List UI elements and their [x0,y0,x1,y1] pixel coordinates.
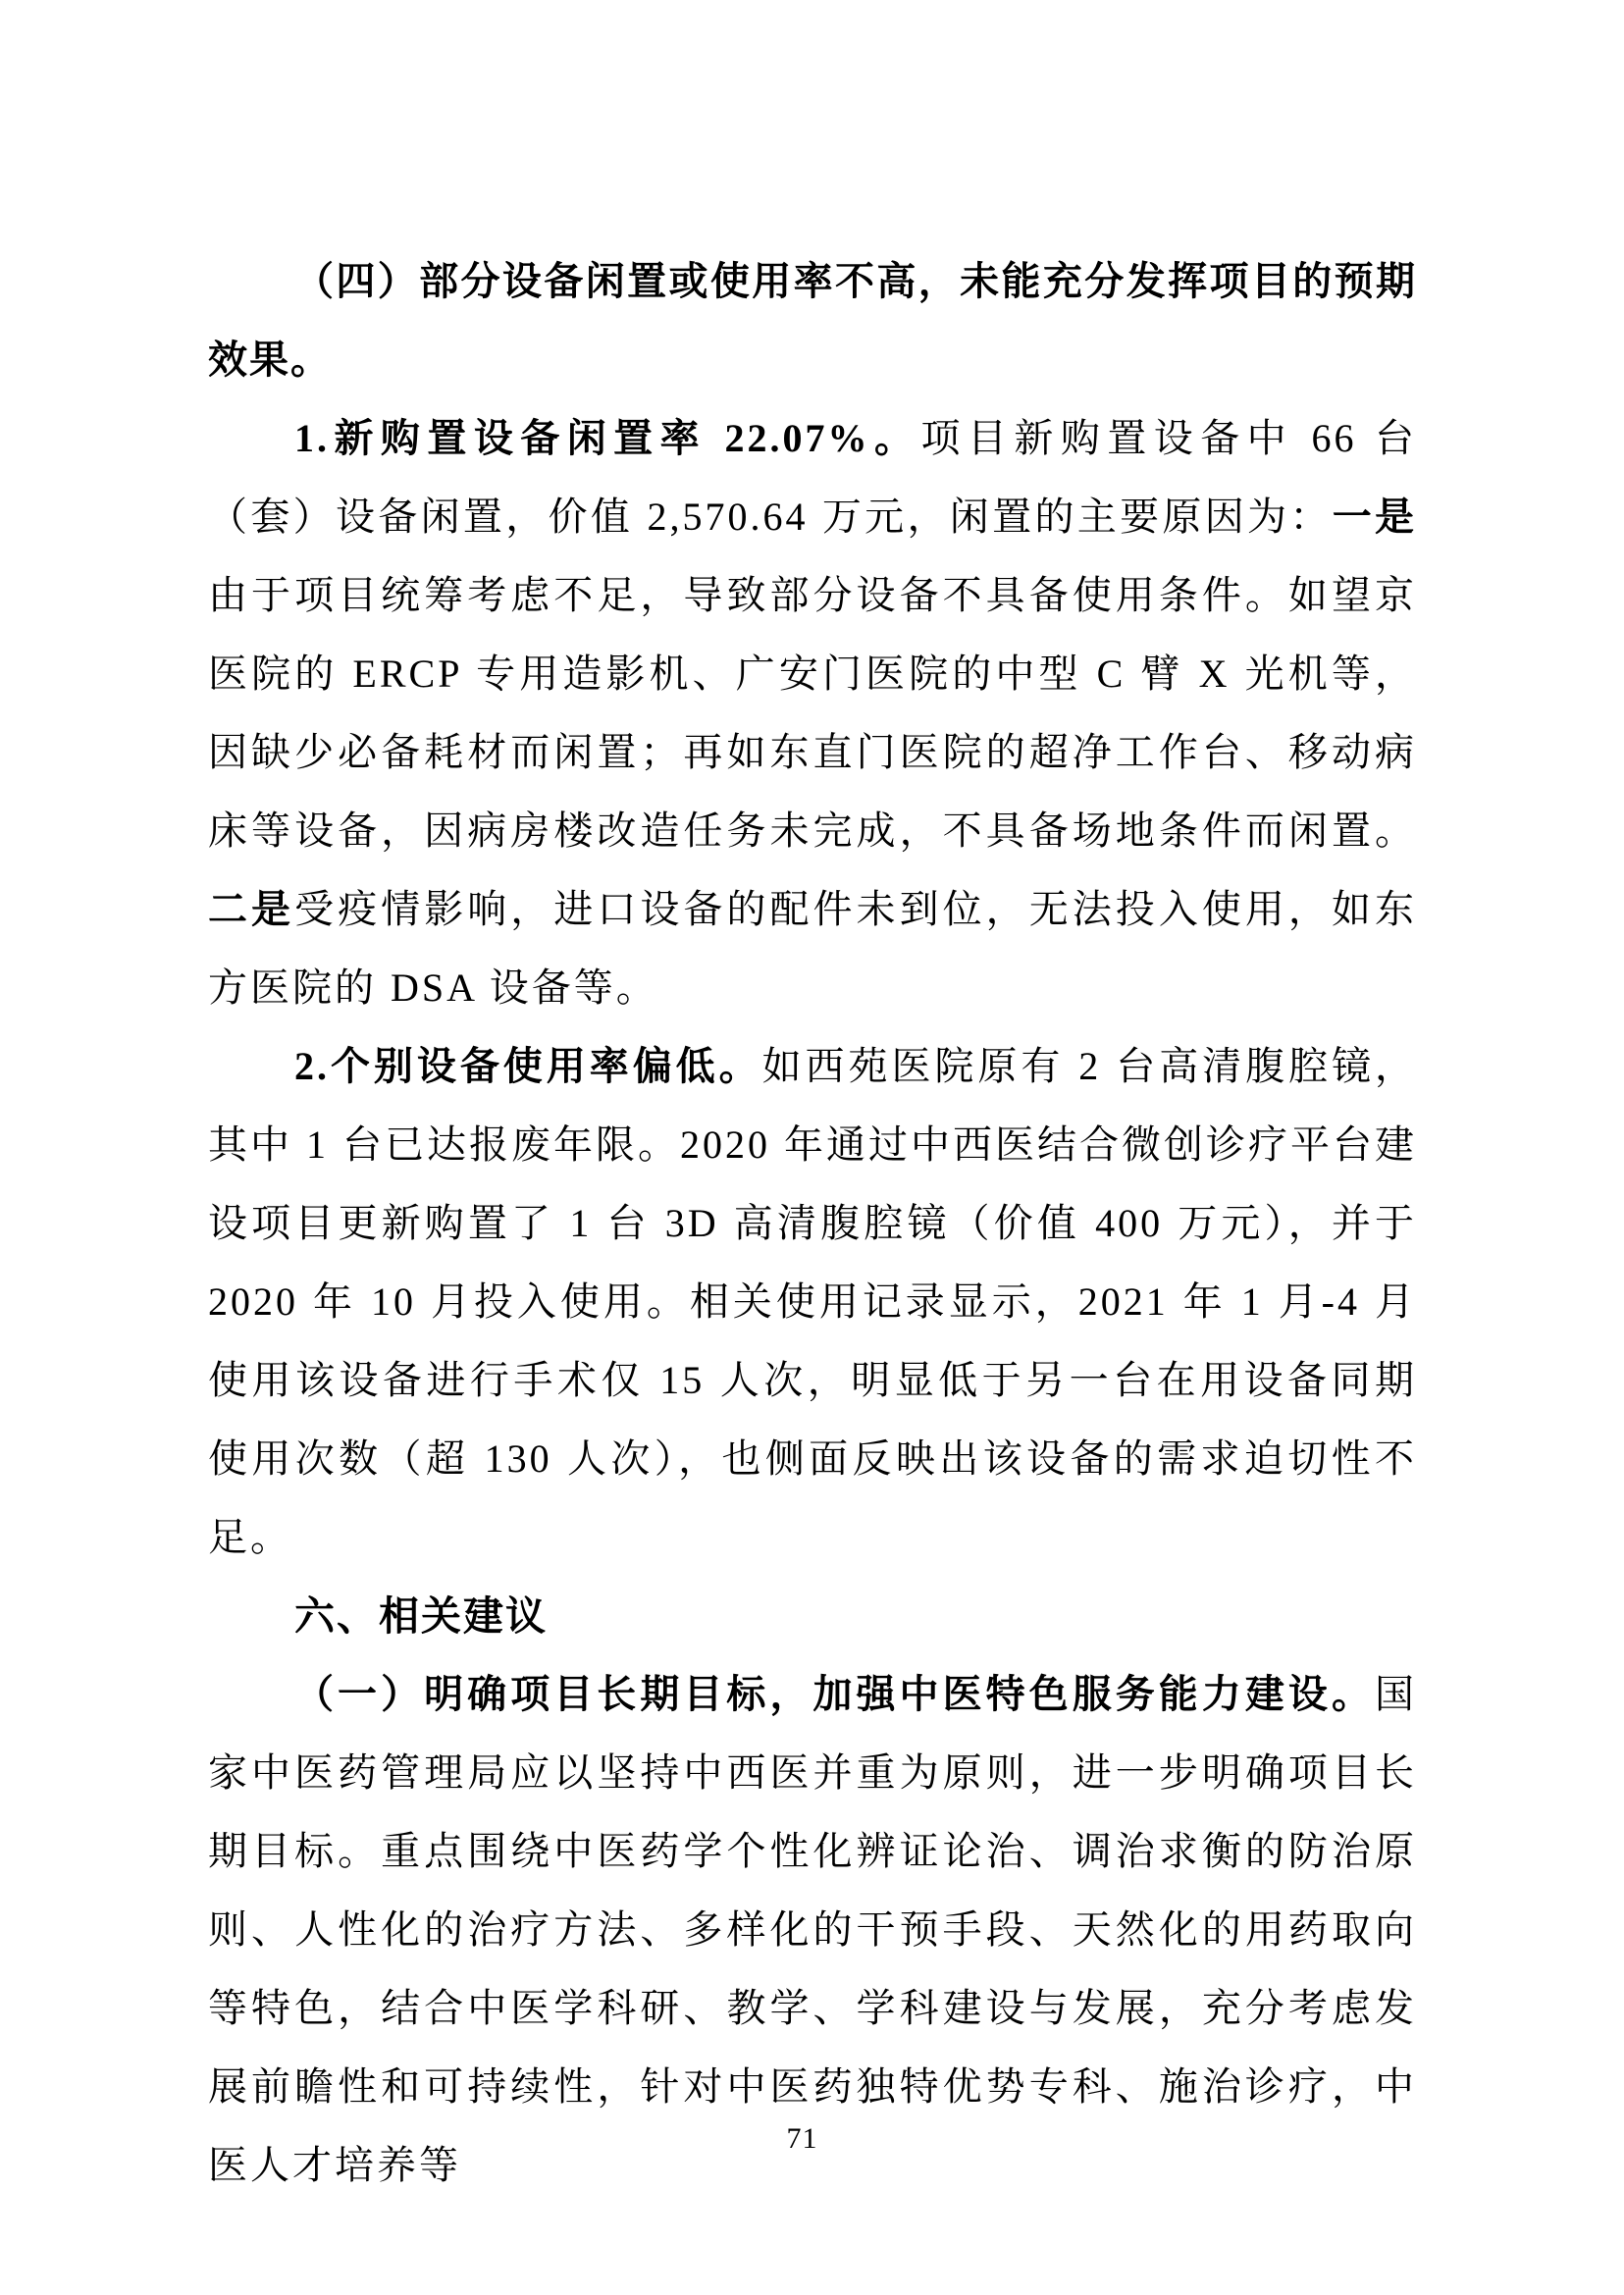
heading-section-6 [208,1577,1417,1655]
text-run: （一）明确项目长期目标，加强中医特色服务能力建设。 [294,1672,1375,1716]
text-run: 六、相关建议 [294,1593,548,1639]
text-run: 二是 [208,887,295,931]
text-run: 一是 [1332,495,1418,539]
page-number: 71 [786,2122,818,2155]
para-individual-equipment-low-usage [208,1027,1417,1577]
text-run: 如西苑医院原有 2 台高清腹腔镜，其中 1 台已达报废年限。2020 年通过中西医结合微创诊疗平台建设项目更新购置了 1 台 3D 高清腹腔镜（价值 400 万元），并于 2020 年 10 月投入使用。相关使用记录显示，2021 年 1 月-4 月使用该设备进行手术仅 15 人次，明显低于另一台在用设备同期使用次数（超 130 人次），也侧面反映出该设备的需求迫切性不足。 [208,1044,1418,1559]
text-run: 国家中医药管理局应以坚持中西医并重为原则，进一步明确项目长期目标。重点围绕中医药学个性化辨证论治、调治求衡的防治原则、人性化的治疗方法、多样化的干预手段、天然化的用药取向等特色，结合中医学科研、教学、学科建设与发展，充分考虑发展前瞻性和可持续性，针对中医药独特优势专科、施治诊疗，中医人才培养等 [208,1672,1417,2187]
text-run: 由于项目统筹考虑不足，导致部分设备不具备使用条件。如望京医院的 ERCP 专用造影机、广安门医院的中型 C 臂 X 光机等，因缺少必备耗材而闲置；再如东直门医院的超净工作台、移动病床等设备，因病房楼改造任务未完成，不具备场地条件而闲置。 [208,573,1417,853]
text-run: 1.新购置设备闲置率 22.07%。 [294,416,921,460]
text-run: 项目新购置设备中 66 台（套）设备闲置，价值 2,570.64 万元，闲置的主要原因为： [208,416,1418,539]
text-run: 受疫情影响，进口设备的配件未到位，无法投入使用，如东方医院的 DSA 设备等。 [208,887,1418,1010]
text-run: 2.个别设备使用率偏低。 [294,1044,762,1088]
para-new-equipment-idle-rate [208,399,1417,1027]
heading-section-4 [208,242,1417,399]
document-body [208,242,1417,2205]
text-run: （四）部分设备闲置或使用率不高，未能充分发挥项目的预期效果。 [208,259,1417,382]
